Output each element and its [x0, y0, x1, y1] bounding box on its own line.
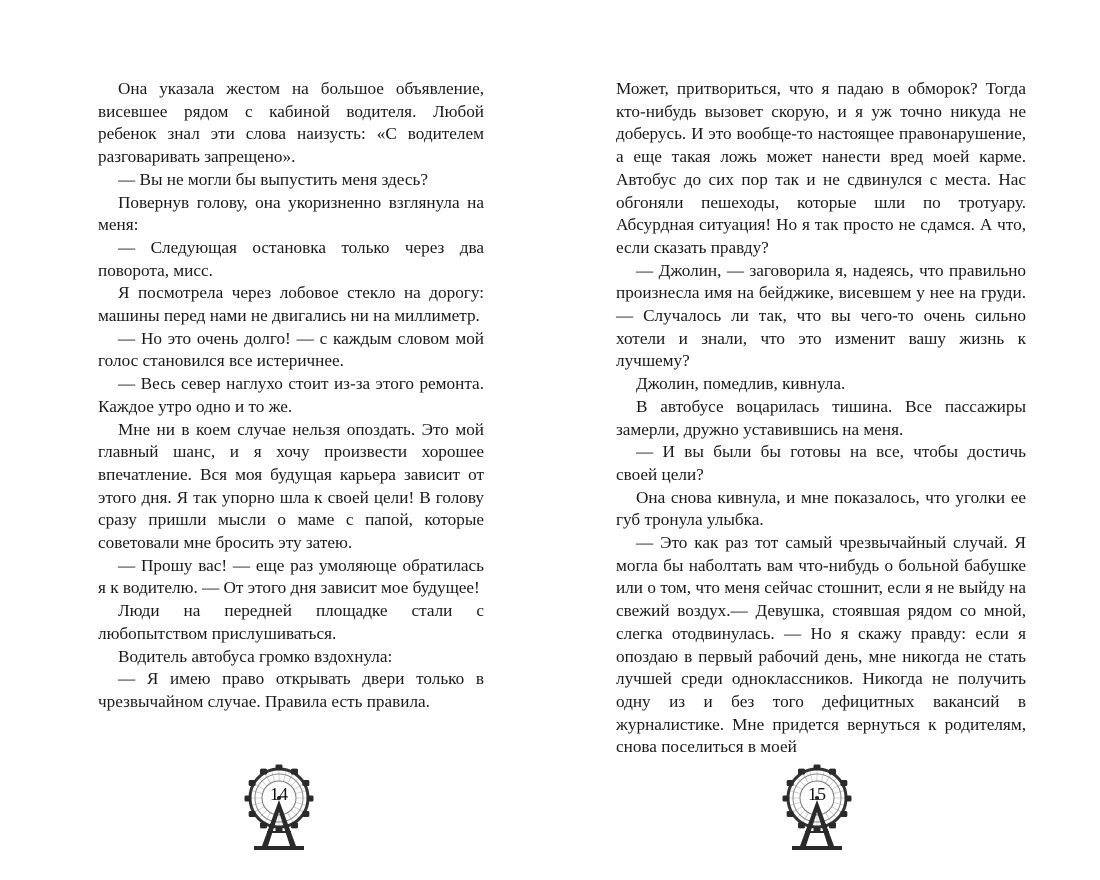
left-page-text [98, 78, 484, 714]
ferris-wheel-icon [774, 760, 860, 856]
paragraph: — Вы не могли бы выпустить меня здесь? [118, 169, 428, 189]
page-number-folio [236, 760, 322, 856]
paragraph: — Я имею право открывать двери только в чрезвычайном случае. Правила есть правила. [98, 669, 484, 711]
paragraph: — Но это очень долго! — с каждым словом мой голос становился все истеричнее. [98, 328, 484, 371]
paragraph: В автобусе воцарилась тишина. Все пассажиры замерли, дружно уставившись на меня. [616, 396, 1026, 439]
paragraph: Она снова кивнула, и мне показалось, что уголки ее губ тронула улыбка. [616, 487, 1026, 530]
right-page-text [616, 78, 1026, 759]
paragraph: Мне ни в коем случае нельзя опоздать. Это мой главный шанс, и я хочу произвести хорошее впечатление. Вся моя будущая карьера зависит от этого дня. Я так упорно шла к своей цели! В голову сразу пришли мысли о маме с папой, которые советовали мне бросить эту затею. [98, 419, 484, 553]
paragraph: — Следующая остановка только через два поворота, мисс. [98, 237, 484, 280]
paragraph: Люди на передней площадке стали с любопытством прислушиваться. [98, 601, 484, 643]
page-number: 14 [270, 784, 288, 804]
paragraph: — Это как раз тот самый чрезвычайный случай. Я могла бы наболтать вам что-нибудь о больной бабушке или о том, что меня сейчас стошнит, если я не выйду на свежий воздух.— Девушка, стоявшая рядом со мной, слегка отодвинулась. — Но я скажу правду: если я опоздаю в первый рабочий день, мне никогда не стать лучшей среди одноклассников. Никогда не получить одну из и без того дефицитных вакансий в журналистике. Мне придется вернуться к родителям, снова поселиться в моей [616, 533, 1026, 757]
paragraph: — Прошу вас! — еще раз умоляюще обратилась я к водителю. — От этого дня зависит мое будущее! [98, 555, 484, 598]
paragraph: Я посмотрела через лобовое стекло на дорогу: машины перед нами не двигались ни на миллиметр. [98, 283, 484, 326]
paragraph: Она указала жестом на большое объявление, висевшее рядом с кабиной водителя. Любой ребенок знал эти слова наизусть: «С водителем разговаривать запрещено». [98, 79, 484, 167]
paragraph: Повернув голову, она укоризненно взглянула на меня: [98, 192, 484, 235]
ferris-wheel-icon [236, 760, 322, 856]
paragraph: Водитель автобуса громко вздохнула: [118, 646, 393, 666]
page-number: 15 [808, 784, 826, 804]
page-number-folio [774, 760, 860, 856]
paragraph: Может, притвориться, что я падаю в обморок? Тогда кто-нибудь вызовет скорую, и я уж точно никуда не доберусь. И это вообще-то настоящее правонарушение, а еще такая ложь может нанести вред моей карме. Автобус до сих пор так и не сдвинулся с места. Нас обгоняли пешеходы, которые шли по тротуару. Абсурдная ситуация! Но я так просто не сдамся. А что, если сказать правду? [616, 79, 1026, 257]
paragraph: Джолин, помедлив, кивнула. [636, 374, 846, 394]
paragraph: — И вы были бы готовы на все, чтобы достичь своей цели? [616, 442, 1026, 484]
paragraph: — Джолин, — заговорила я, надеясь, что правильно произнесла имя на бейджике, висевшем у нее на груди. — Случалось ли так, что вы чего-то очень сильно хотели и знали, что это изменит вашу жизнь к лучшему? [616, 260, 1026, 371]
paragraph: — Весь север наглухо стоит из-за этого ремонта. Каждое утро одно и то же. [98, 374, 484, 416]
right-page [550, 0, 1100, 880]
